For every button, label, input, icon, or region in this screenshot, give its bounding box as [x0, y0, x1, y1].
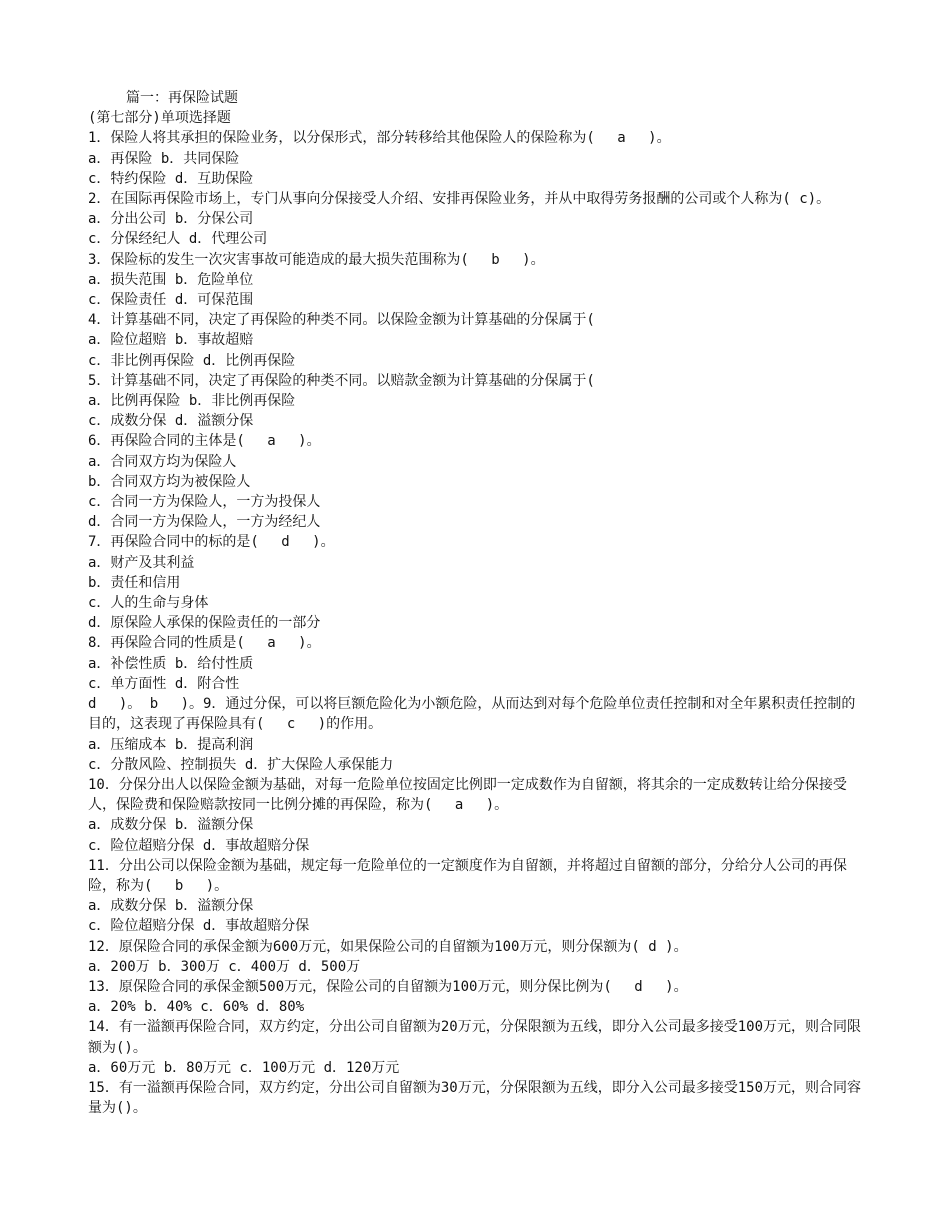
- document-line: a．比例再保险 b．非比例再保险: [88, 393, 296, 410]
- document-line: a．60万元 b．80万元 c．100万元 d．120万元: [88, 1059, 400, 1076]
- document-line: d．原保险人承保的保险责任的一部分: [88, 615, 321, 632]
- document-line: a．成数分保 b．溢额分保: [88, 817, 254, 834]
- document-line: d．合同一方为保险人，一方为经纪人: [88, 514, 321, 531]
- document-line: 8．再保险合同的性质是( a )。: [88, 635, 321, 652]
- document-line: b．合同双方均为被保险人: [88, 473, 251, 490]
- document-line: 13．原保险合同的承保金额500万元，保险公司的自留额为100万元，则分保比例为( d )。: [88, 978, 688, 995]
- document-line: 2．在国际再保险市场上，专门从事向分保接受人介绍、安排再保险业务，并从中取得劳务报酬的公司或个人称为( c)。: [88, 191, 831, 208]
- document-line: 15．有一溢额再保险合同，双方约定，分出公司自留额为30万元，分保限额为五线，即分入公司最多接受150万元，则合同容量为()。: [88, 1079, 861, 1117]
- document-line: c．非比例再保险 d．比例再保险: [88, 352, 296, 369]
- document-line: 3．保险标的发生一次灾害事故可能造成的最大损失范围称为( b )。: [88, 251, 545, 268]
- document-line: 5．计算基础不同，决定了再保险的种类不同。以赔款金额为计算基础的分保属于(: [88, 372, 595, 389]
- document-line: c．分散风险、控制损失 d．扩大保险人承保能力: [88, 756, 394, 773]
- document-line: a．财产及其利益: [88, 554, 195, 571]
- document-line: 14．有一溢额再保险合同，双方约定，分出公司自留额为20万元，分保限额为五线，即分入公司最多接受100万元，则合同限额为()。: [88, 1019, 861, 1056]
- document-line: a．损失范围 b．危险单位: [88, 271, 254, 288]
- document-page: [88, 88, 868, 1118]
- document-line: 1．保险人将其承担的保险业务，以分保形式，部分转移给其他保险人的保险称为( a )。: [88, 130, 671, 147]
- document-line: a．分出公司 b．分保公司: [88, 211, 254, 228]
- document-line: a．成数分保 b．溢额分保: [88, 898, 254, 915]
- document-line: c．保险责任 d．可保范围: [88, 292, 254, 309]
- document-line: c．成数分保 d．溢额分保: [88, 413, 254, 430]
- document-line: c．险位超赔分保 d．事故超赔分保: [88, 918, 310, 935]
- document-line: 6．再保险合同的主体是( a )。: [88, 433, 321, 450]
- document-line: a．险位超赔 b．事故超赔: [88, 332, 254, 349]
- document-title: 篇一：再保险试题: [126, 90, 238, 106]
- document-line: a．200万 b．300万 c．400万 d．500万: [88, 958, 361, 975]
- document-line: 7．再保险合同中的标的是( d )。: [88, 534, 335, 551]
- section-heading: (第七部分)单项选择题: [88, 110, 231, 127]
- document-line: c．合同一方为保险人，一方为投保人: [88, 494, 321, 511]
- document-line: a．20% b．40% c．60% d．80%: [88, 999, 305, 1016]
- document-line: 12．原保险合同的承保金额为600万元，如果保险公司的自留额为100万元，则分保额为( d )。: [88, 938, 688, 955]
- document-line: 10．分保分出人以保险金额为基础，对每一危险单位按固定比例即一定成数作为自留额，将其余的一定成数转让给分保接受人，保险费和保险赔款按同一比例分摊的再保险，称为( a )。: [88, 776, 847, 814]
- document-line: 11．分出公司以保险金额为基础，规定每一危险单位的一定额度作为自留额，并将超过自留额的部分，分给分人公司的再保险，称为( b )。: [88, 857, 847, 894]
- document-line: a．再保险 b．共同保险: [88, 150, 240, 167]
- document-line: c．特约保险 d．互助保险: [88, 170, 254, 187]
- question-list: [88, 128, 868, 1118]
- document-line: c．险位超赔分保 d．事故超赔分保: [88, 837, 310, 854]
- document-line: d )。 b )。9．通过分保，可以将巨额危险化为小额危险，从而达到对每个危险单位责任控制和对全年累积责任控制的目的，这表现了再保险具有( c )的作用。: [88, 696, 856, 733]
- document-line: b．责任和信用: [88, 574, 181, 591]
- document-line: a．合同双方均为保险人: [88, 453, 237, 470]
- document-line: c．人的生命与身体: [88, 595, 209, 612]
- document-line: c．分保经纪人 d．代理公司: [88, 231, 268, 248]
- document-line: a．压缩成本 b．提高利润: [88, 736, 254, 753]
- document-line: c．单方面性 d．附合性: [88, 675, 240, 692]
- document-line: a．补偿性质 b．给付性质: [88, 655, 254, 672]
- document-line: 4．计算基础不同，决定了再保险的种类不同。以保险金额为计算基础的分保属于(: [88, 312, 595, 329]
